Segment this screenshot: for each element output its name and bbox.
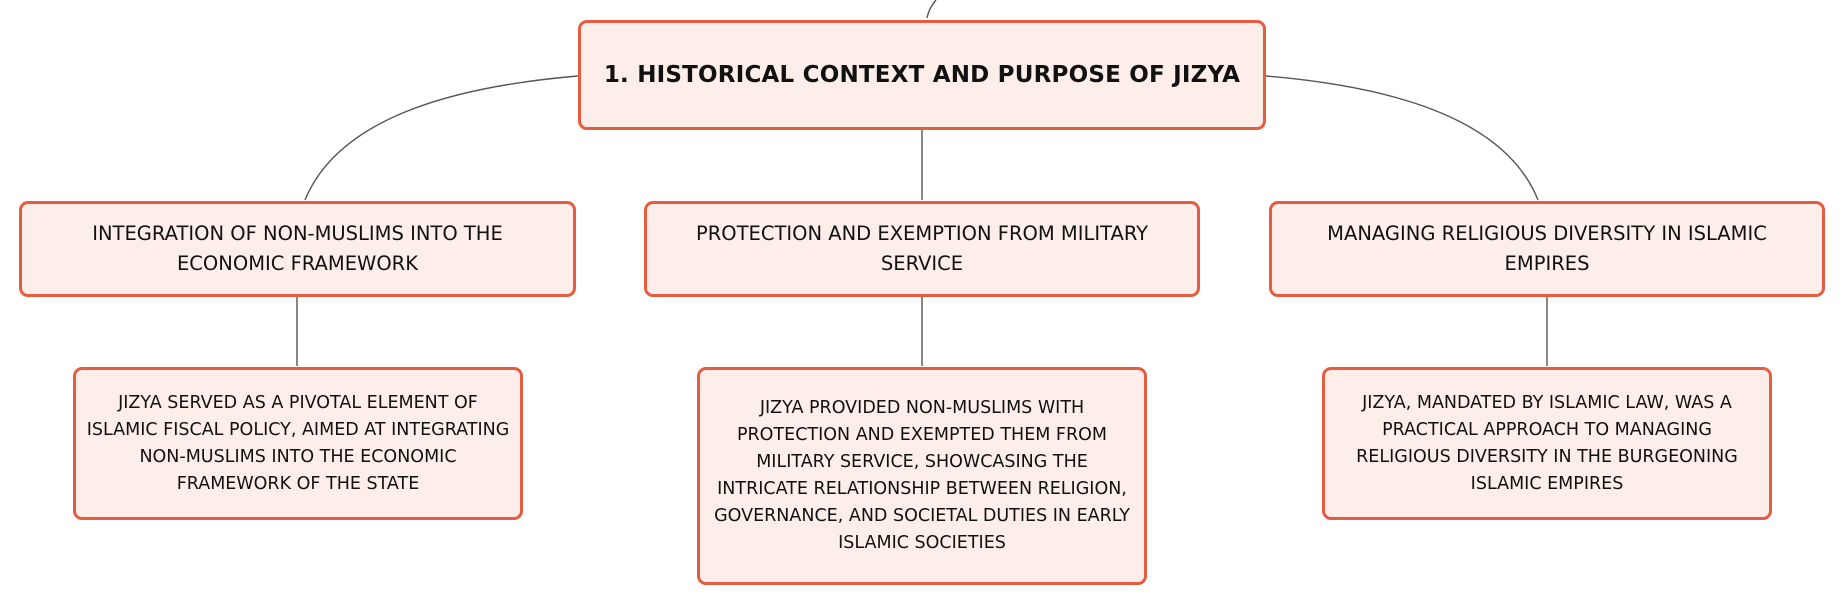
detail-text-economic-integration: JIZYA SERVED AS A PIVOTAL ELEMENT OF ISLAMIC FISCAL POLICY, AIMED AT INTEGRATING NON-MUSLIMS INTO THE ECONOMIC FRAMEWORK OF THE STATE [86,392,510,494]
branch-label-economic-integration: INTEGRATION OF NON-MUSLIMS INTO THE ECONOMIC FRAMEWORK [92,222,503,275]
connector-root-to-branch-1 [305,76,578,200]
detail-node-economic-integration[interactable] [73,367,523,520]
root-topic-node[interactable] [578,20,1266,130]
connector-parent-to-root [927,0,936,18]
connector-root-to-branch-3 [1266,76,1538,200]
detail-node-religious-diversity[interactable] [1322,367,1772,520]
branch-label-religious-diversity: MANAGING RELIGIOUS DIVERSITY IN ISLAMIC EMPIRES [1327,222,1767,275]
detail-text-protection-exemption: JIZYA PROVIDED NON-MUSLIMS WITH PROTECTION AND EXEMPTED THEM FROM MILITARY SERVICE, SHOWCASING THE INTRICATE RELATIONSHIP BETWEEN RELIGION, GOVERNANCE, AND SOCIETAL DUTIES IN EARLY ISLAMIC SOCIETIES [714,398,1130,553]
detail-node-protection-exemption[interactable] [697,367,1147,585]
branch-node-religious-diversity[interactable] [1269,201,1825,297]
branch-label-protection-exemption: PROTECTION AND EXEMPTION FROM MILITARY SERVICE [695,222,1149,275]
root-topic-label: 1. HISTORICAL CONTEXT AND PURPOSE OF JIZYA [603,62,1241,88]
branch-node-protection-exemption[interactable] [644,201,1200,297]
detail-text-religious-diversity: JIZYA, MANDATED BY ISLAMIC LAW, WAS A PRACTICAL APPROACH TO MANAGING RELIGIOUS DIVERSITY IN THE BURGEONING ISLAMIC EMPIRES [1356,392,1738,494]
branch-node-economic-integration[interactable] [19,201,576,297]
